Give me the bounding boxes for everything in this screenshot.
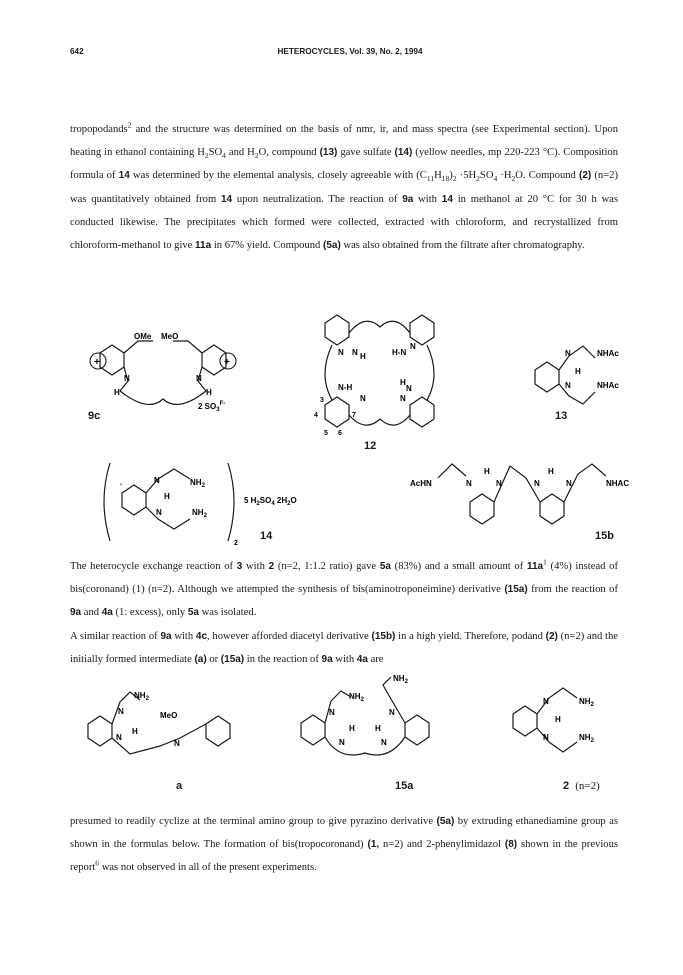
svg-text:N: N bbox=[543, 733, 549, 742]
svg-text:N: N bbox=[565, 349, 571, 358]
svg-text:H: H bbox=[484, 467, 490, 476]
svg-text:2 SO3F-: 2 $SO_3^F-$ bbox=[198, 401, 226, 413]
structure-12 bbox=[310, 305, 450, 440]
structure-13 bbox=[525, 330, 635, 410]
svg-text:H-N: H-N bbox=[392, 348, 407, 357]
svg-text:3: 3 bbox=[320, 397, 324, 404]
svg-text:H: H bbox=[555, 715, 561, 724]
svg-text:N: N bbox=[352, 348, 358, 357]
structure-2-n2 bbox=[505, 680, 625, 760]
svg-text:H: H bbox=[349, 724, 355, 733]
svg-text:N: N bbox=[174, 739, 180, 748]
svg-text:4: 4 bbox=[314, 412, 318, 419]
label-12: 12 bbox=[364, 440, 377, 452]
svg-text:N: N bbox=[466, 479, 472, 488]
svg-text:MeO: MeO bbox=[161, 332, 179, 341]
structure-14 bbox=[100, 455, 320, 550]
svg-text:N: N bbox=[534, 479, 540, 488]
svg-text:H: H bbox=[375, 724, 381, 733]
svg-text:5 H2SO4 2H2O: 5 $H_2SO_4$ $2H_2O$ bbox=[244, 496, 297, 507]
svg-text:NH2: $NH_2$ bbox=[349, 692, 364, 703]
paragraph-1: tropopodands$^2$ and the structure was determined on the basis of nmr, ir, and mass spectra (see Experimental section). Upon heating in ethanol containing $H_2SO_4$ and $H_2O$, compound (13) gave sulfate (14) (yellow needles, mp 220-223 °C). Composition formula of 14 was determined by the elemental analysis, closely agreeable with $(C_{11}H_{18})_2 \cdot 5H_2SO_4 \cdot H_2O$. Compound (2) (n=2) was quantitatively obtained from 14 upon neutralization. The reaction of 9a with 14 in methanol at 20 °C for 30 h was conducted likewise. The precipitates which formed were collected, extracted with chloroform, and recrystallized from chloroform-methanol to give 11a in 67% yield. Compound (5a) was also obtained from the filtrate after chromatography. bbox=[70, 120, 619, 252]
svg-text:N: N bbox=[118, 707, 124, 716]
svg-text:N: N bbox=[566, 479, 572, 488]
svg-text:NHAc: NHAc bbox=[597, 349, 619, 358]
svg-text:N: N bbox=[543, 697, 549, 706]
svg-text:NH2: $NH_2$ bbox=[579, 697, 594, 708]
label-9c: 9c bbox=[88, 410, 101, 422]
svg-text:OMe: OMe bbox=[134, 332, 152, 341]
svg-text:N: N bbox=[339, 738, 345, 747]
svg-text:N: N bbox=[116, 733, 122, 742]
svg-text:H: H bbox=[164, 492, 170, 501]
svg-text:N: N bbox=[154, 476, 160, 485]
svg-text:N-H: N-H bbox=[338, 383, 353, 392]
paragraph-2: The heterocycle exchange reaction of 3 with 2 (n=2, 1:1.2 ratio) gave 5a (83%) and a small amount of $11a^1$ (4%) instead of bis(coronand) (1) (n=2). Although we attempted the synthesis of bis(aminotroponeimine) derivative (15a) from the reaction of 9a and 4a (1: excess), only 5a was isolated. bbox=[70, 557, 618, 619]
svg-text:N: N bbox=[389, 708, 395, 717]
page-number: 642 bbox=[70, 47, 84, 56]
svg-text:H: H bbox=[360, 352, 366, 361]
svg-text:N: N bbox=[565, 381, 571, 390]
svg-text:N: N bbox=[360, 394, 366, 403]
svg-text:.: . bbox=[120, 478, 123, 487]
journal-header: HETEROCYCLES, Vol. 39, No. 2, 1994 bbox=[277, 47, 423, 56]
svg-text:H: H bbox=[114, 388, 120, 397]
svg-text:AcHN: AcHN bbox=[410, 479, 432, 488]
svg-text:+: + bbox=[224, 357, 230, 368]
svg-text:5: 5 bbox=[324, 430, 328, 437]
svg-text:2: 2 bbox=[234, 540, 238, 547]
label-15b: 15b bbox=[595, 530, 614, 542]
svg-text:6: 6 bbox=[338, 430, 342, 437]
svg-text:NHAc: NHAc bbox=[597, 381, 619, 390]
svg-text:H: H bbox=[575, 367, 581, 376]
paragraph-4: presumed to readily cyclize at the terminal amino group to give pyrazino derivative (5a) by extruding ethanediamine group as shown in the formulas below. The formation of bis(tropocoronand) (1, n=2) and 2-phenylimidazol (8) shown in the previous report$^6$ was not observed in all of the present experiments. bbox=[70, 816, 618, 874]
label-15a: 15a bbox=[395, 780, 414, 792]
structure-15b bbox=[410, 452, 650, 537]
svg-text:N: N bbox=[381, 738, 387, 747]
svg-text:H: H bbox=[132, 727, 138, 736]
label-a: a bbox=[176, 780, 183, 792]
svg-text:N: N bbox=[156, 508, 162, 517]
structure-a bbox=[80, 680, 260, 765]
svg-text:N: N bbox=[410, 342, 416, 351]
svg-text:NH2: $NH_2$ bbox=[393, 674, 408, 685]
svg-text:NH2: $NH_2$ bbox=[192, 508, 207, 519]
svg-text:N: N bbox=[124, 374, 130, 383]
svg-text:NH2: $NH_2$ bbox=[134, 691, 149, 702]
svg-text:NH2: $NH_2$ bbox=[579, 733, 594, 744]
svg-text:N: N bbox=[406, 384, 412, 393]
label-13: 13 bbox=[555, 410, 568, 422]
svg-text:NHAC: NHAC bbox=[606, 479, 630, 488]
label-14: 14 bbox=[260, 530, 273, 542]
paragraph-3: A similar reaction of 9a with 4c, however afforded diacetyl derivative (15b) in a high yield. Therefore, podand (2) (n=2) and the initially formed intermediate (a) or (15a) in the reaction of 9a with 4a are bbox=[70, 631, 619, 666]
svg-text:+: + bbox=[94, 357, 100, 368]
structure-15a bbox=[295, 665, 455, 765]
svg-text:H: H bbox=[206, 388, 212, 397]
svg-text:H: H bbox=[400, 378, 406, 387]
svg-text:N: N bbox=[196, 374, 202, 383]
svg-text:N: N bbox=[496, 479, 502, 488]
svg-text:MeO: MeO bbox=[160, 711, 178, 720]
structure-9c bbox=[78, 325, 248, 425]
svg-text:7: 7 bbox=[352, 412, 356, 419]
svg-text:NH2: $NH_2$ bbox=[190, 478, 205, 489]
svg-text:N: N bbox=[400, 394, 406, 403]
label-2-n2: 2 (n=2) bbox=[563, 780, 600, 792]
svg-text:N: N bbox=[338, 348, 344, 357]
svg-text:H: H bbox=[548, 467, 554, 476]
svg-text:N: N bbox=[329, 708, 335, 717]
